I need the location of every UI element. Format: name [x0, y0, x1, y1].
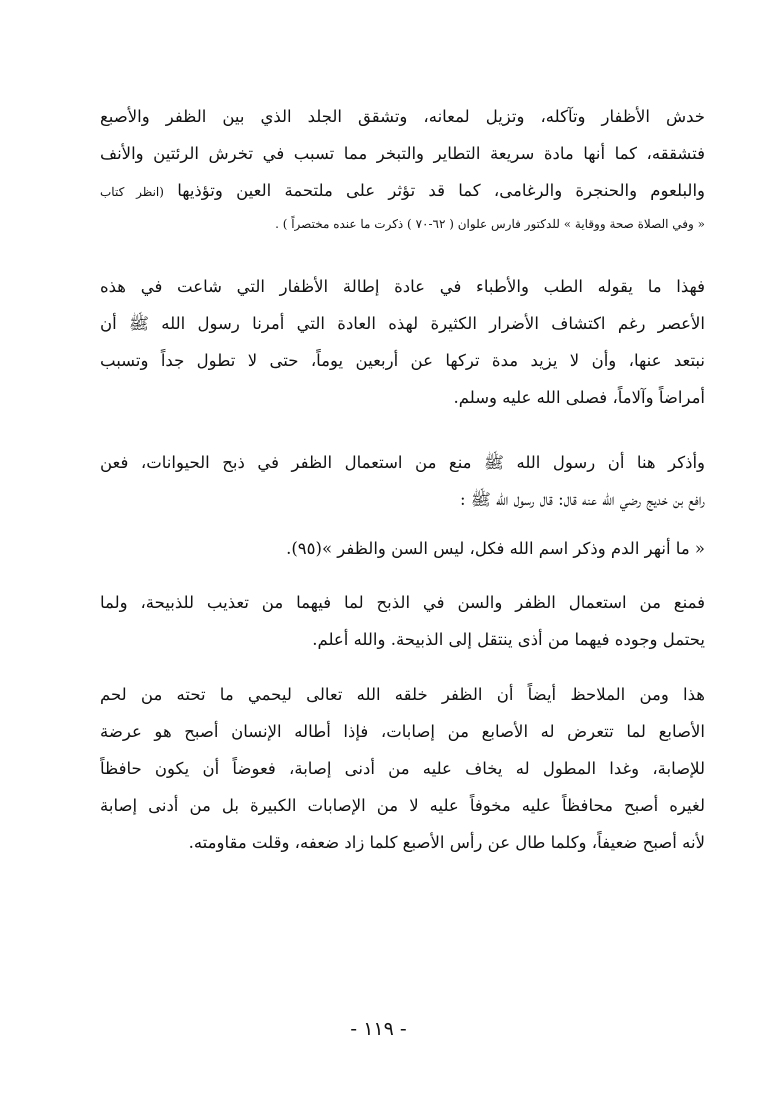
hadith-quote	[100, 530, 705, 567]
text-line: نبتعد عنها، وأن لا يزيد مدة تركها عن أربعين يوماً، حتى لا تطول جداً وتسبب	[100, 351, 705, 370]
text-line: فمنع من استعمال الظفر والسن في الذبح لما فيهما من تعذيب للذبيحة، ولما	[100, 593, 705, 612]
paragraph-5	[100, 584, 705, 658]
text-line: للإصابة، وغدا المطول له يخاف عليه من أدنى إصابة، فعوضاً أن يكون حافظاً	[100, 759, 705, 778]
text-line: الأعصر رغم اكتشاف الأضرار الكثيرة لهذه العادة التي أمرنا رسول الله ﷺ أن	[100, 314, 705, 333]
paragraph-2	[100, 268, 705, 416]
text-line: خدش الأظفار وتآكله، وتزيل لمعانه، وتشقق الجلد الذي بين الظفر والأصبع	[100, 107, 705, 126]
text-line: الأصابع لما تتعرض له الأصابع من إصابات، فإذا أطاله الإنسان أصبح هو عرضة	[100, 722, 705, 741]
text-line: لغيره أصبح محافظاً عليه مخوفاً عليه لا من الإصابات الكبيرة بل من أدنى إصابة	[100, 796, 705, 815]
page-number: - ١١٩ -	[350, 1018, 407, 1040]
paragraph-6	[100, 676, 705, 861]
text-line: هذا ومن الملاحظ أيضاً أن الظفر خلقه الله تعالى ليحمي ما تحته من لحم	[100, 685, 705, 704]
text-line-content: والبلعوم والحنجرة والرغامى، كما قد تؤثر على ملتحمة العين وتؤذيها	[177, 181, 705, 200]
text-line	[100, 172, 705, 211]
text-line: لأنه أصبح ضعيفاً، وكلما طال عن رأس الأصبع كلما زاد ضعفه، وقلت مقاومته.	[188, 833, 705, 852]
text-line: فتشققه، كما أنها مادة سريعة التطاير والتبخر مما تسبب في تخرش الرئتين والأنف	[100, 144, 705, 163]
paragraph-3	[100, 444, 705, 518]
text-line: أمراضاً وآلاماً، فصلى الله عليه وسلم.	[453, 388, 705, 407]
text-line: يحتمل وجوده فيهما من أذى ينتقل إلى الذبيحة. والله أعلم.	[312, 630, 705, 649]
reference-note-start: (انظر كتاب	[100, 185, 164, 199]
text-line: وأذكر هنا أن رسول الله ﷺ منع من استعمال الظفر في ذبح الحيوانات، فعن	[100, 453, 705, 472]
reference-note: « وفي الصلاة صحة ووقاية » للدكتور فارس علوان ( ٦٢-٧٠ ) ذكرت ما عنده مختصراً ) .	[275, 217, 705, 231]
text-line: رافع بن خديج رضي الله عنه قال: قال رسول الله ﷺ :	[460, 490, 705, 509]
paragraph-1	[100, 98, 705, 237]
text-line: فهذا ما يقوله الطب والأطباء في عادة إطالة الأظفار التي شاعت في هذه	[100, 277, 705, 296]
text-line: « ما أنهر الدم وذكر اسم الله فكل، ليس السن والظفر »(٩٥).	[286, 539, 705, 558]
